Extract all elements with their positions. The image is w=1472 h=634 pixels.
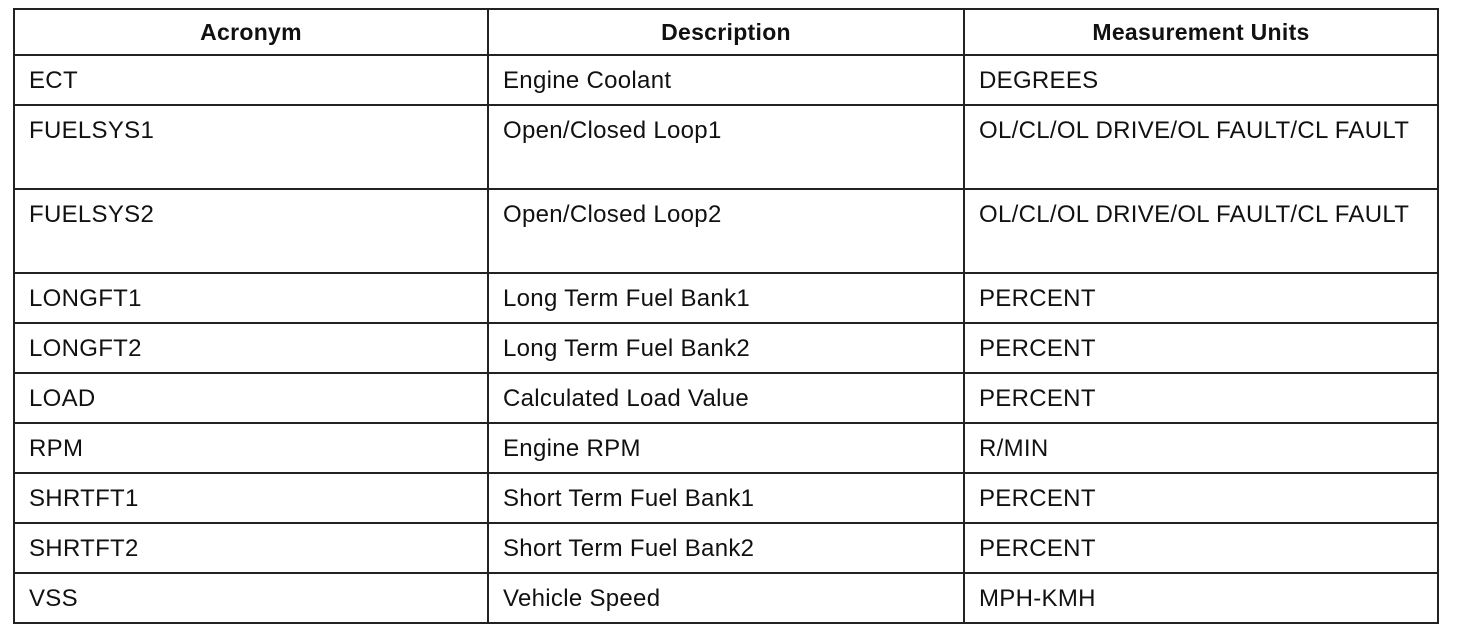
table-row (14, 323, 1438, 373)
acronym-cell: ECT (14, 55, 488, 105)
document-page (13, 8, 1437, 624)
units-cell: PERCENT (964, 273, 1438, 323)
acronym-cell: LONGFT2 (14, 323, 488, 373)
table-row (14, 473, 1438, 523)
acronym-cell: FUELSYS2 (14, 189, 488, 273)
table-row (14, 423, 1438, 473)
units-cell: DEGREES (964, 55, 1438, 105)
acronym-table (13, 8, 1439, 624)
table-row (14, 523, 1438, 573)
units-cell: PERCENT (964, 473, 1438, 523)
description-cell: Short Term Fuel Bank1 (488, 473, 964, 523)
description-cell: Long Term Fuel Bank1 (488, 273, 964, 323)
header-measurement-units: Measurement Units (964, 9, 1438, 55)
units-cell: PERCENT (964, 323, 1438, 373)
table-row (14, 189, 1438, 273)
description-cell: Engine Coolant (488, 55, 964, 105)
acronym-cell: VSS (14, 573, 488, 623)
units-cell: PERCENT (964, 373, 1438, 423)
header-acronym: Acronym (14, 9, 488, 55)
units-cell: OL/CL/OL DRIVE/OL FAULT/CL FAULT (964, 105, 1438, 189)
acronym-cell: SHRTFT2 (14, 523, 488, 573)
description-cell: Short Term Fuel Bank2 (488, 523, 964, 573)
description-cell: Long Term Fuel Bank2 (488, 323, 964, 373)
units-cell: R/MIN (964, 423, 1438, 473)
description-cell: Calculated Load Value (488, 373, 964, 423)
description-cell: Vehicle Speed (488, 573, 964, 623)
table-header-row (14, 9, 1438, 55)
table-row (14, 573, 1438, 623)
table-row (14, 373, 1438, 423)
table-row (14, 105, 1438, 189)
acronym-cell: SHRTFT1 (14, 473, 488, 523)
acronym-cell: FUELSYS1 (14, 105, 488, 189)
acronym-cell: LOAD (14, 373, 488, 423)
description-cell: Open/Closed Loop2 (488, 189, 964, 273)
table-row (14, 273, 1438, 323)
acronym-cell: RPM (14, 423, 488, 473)
acronym-cell: LONGFT1 (14, 273, 488, 323)
header-description: Description (488, 9, 964, 55)
description-cell: Engine RPM (488, 423, 964, 473)
units-cell: PERCENT (964, 523, 1438, 573)
table-row (14, 55, 1438, 105)
units-cell: OL/CL/OL DRIVE/OL FAULT/CL FAULT (964, 189, 1438, 273)
description-cell: Open/Closed Loop1 (488, 105, 964, 189)
units-cell: MPH-KMH (964, 573, 1438, 623)
